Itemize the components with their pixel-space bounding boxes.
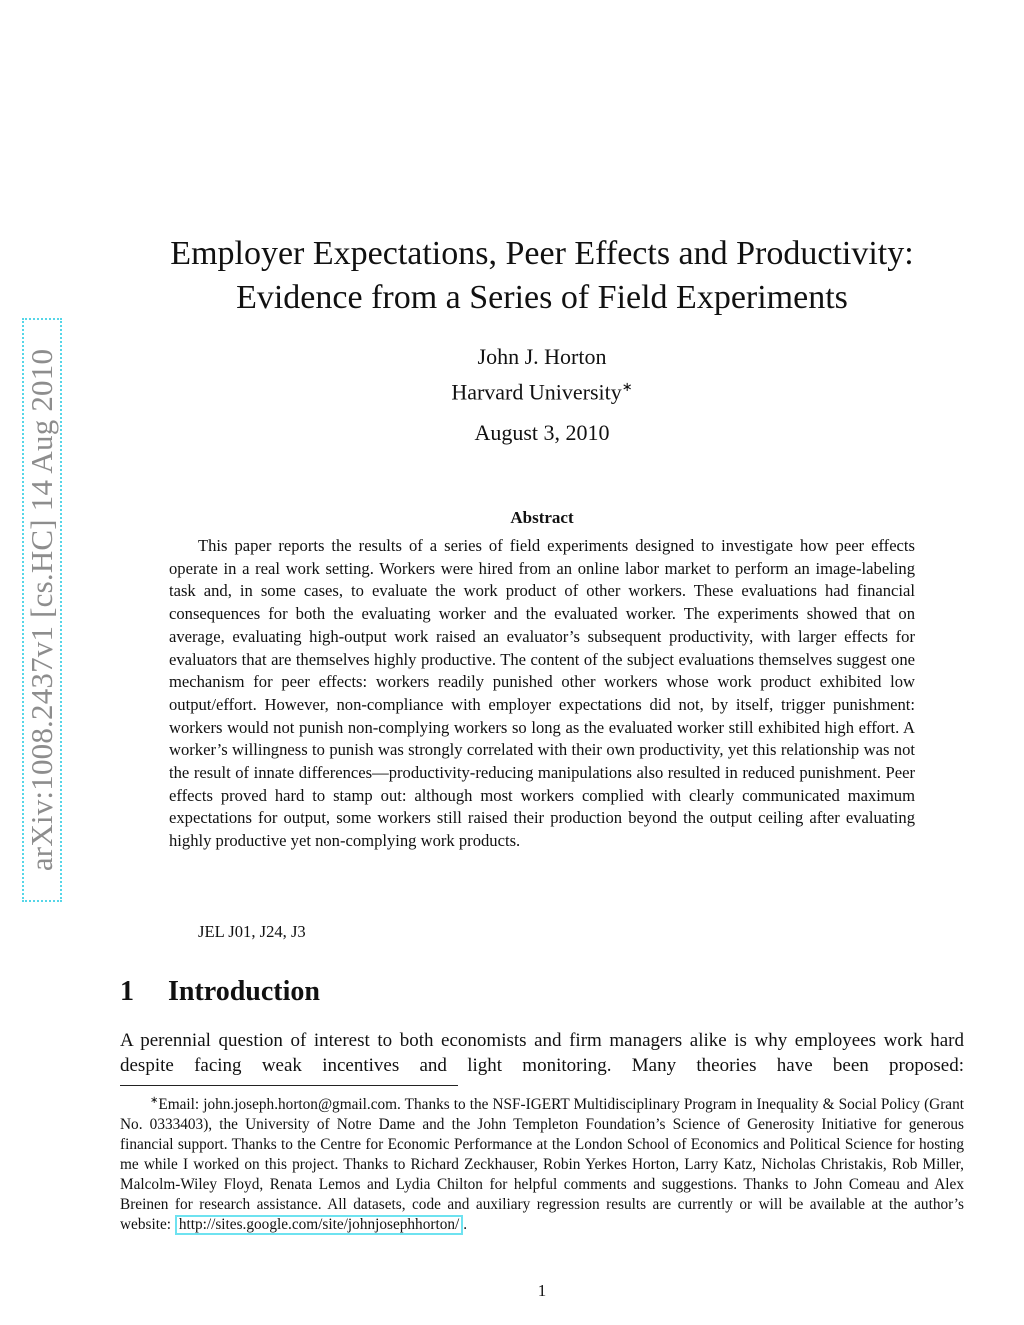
footnote-divider bbox=[120, 1085, 458, 1086]
introduction-line-2: work hard despite facing weak incentives and light monitoring. Many theories have been proposed: bbox=[120, 1030, 965, 1076]
introduction-paragraph bbox=[120, 1028, 964, 1078]
page-number: 1 bbox=[537, 1281, 547, 1300]
arxiv-identifier-stamp[interactable] bbox=[22, 318, 62, 902]
publication-date: August 3, 2010 bbox=[474, 420, 610, 445]
footnote-mark: ∗ bbox=[150, 1095, 159, 1106]
paper-title-line-2: Evidence from a Series of Field Experiments bbox=[236, 279, 848, 316]
section-number: 1 bbox=[120, 976, 134, 1007]
affiliation-footnote-mark[interactable]: ∗ bbox=[621, 379, 633, 394]
author-website-link[interactable]: http://sites.google.com/site/johnjosephhorton/ bbox=[175, 1215, 463, 1235]
author-block bbox=[120, 342, 964, 407]
abstract-text: This paper reports the results of a series of field experiments designed to investigate how peer effects operate in a real work setting. Workers were hired from an online labor market to perform an image-labeling task and, in some cases, to evaluate the work product of other workers. These evaluations had financial consequences for both the evaluating worker and the evaluated worker. The experiments showed that on average, evaluating high-output work raised an evaluator’s subsequent productivity, with larger effects for evaluators that are themselves highly productive. The content of the subject evaluations themselves suggest one mechanism for peer effects: workers readily punished other workers whose work product exhibited low output/effort. However, non-compliance with employer expectations did not, by itself, trigger punishment: workers would not punish non-complying workers so long as the evaluated worker still exhibited high effort. A worker’s willingness to punish was strongly correlated with their own productivity, yet this relationship was not the result of innate differences—productivity-reducing manipulations also resulted in reduced punishment. Peer effects proved hard to stamp out: although most workers complied with clearly communicated maximum expectations for output, some workers still raised their production beyond the output ceiling after evaluating highly productive yet non-complying work products. bbox=[169, 536, 915, 851]
author-name: John J. Horton bbox=[477, 344, 607, 369]
jel-codes: JEL J01, J24, J3 bbox=[198, 922, 306, 941]
section-heading-introduction bbox=[120, 976, 320, 1008]
section-title: Introduction bbox=[168, 976, 320, 1007]
author-affiliation: Harvard University bbox=[451, 379, 622, 405]
paper-title-line-1: Employer Expectations, Peer Effects and Productivity: bbox=[170, 235, 914, 272]
introduction-line-1: A perennial question of interest to both economists and firm managers alike is why employees bbox=[120, 1030, 877, 1051]
footnote bbox=[120, 1091, 964, 1235]
footnote-trailing: . bbox=[463, 1216, 468, 1234]
footnote-text: Email: john.joseph.horton@gmail.com. Thanks to the NSF-IGERT Multidisciplinary Program in Inequality & Social Policy (Grant No. 0333403), the University of Notre Dame and the John Templeton Foundation’s Science of Generosity Initiative for generous financial support. Thanks to the Centre for Economic Performance at the London School of Economics and Political Science for hosting me while I worked on this project. Thanks to Richard Zeckhauser, Robin Yerkes Horton, Larry Katz, Nicholas Christakis, Rob Miller, Malcolm-Wiley Floyd, Renata Lemos and Lydia Chilton for helpful comments and suggestions. Thanks to John Comeau and Alex Breinen for research assistance. All datasets, code and auxiliary regression results are currently or will be available at the author’s website: bbox=[120, 1096, 964, 1234]
arxiv-identifier-text: arXiv:1008.2437v1 [cs.HC] 14 Aug 2010 bbox=[24, 348, 59, 872]
paper-title bbox=[120, 232, 964, 320]
author-affiliation-line bbox=[120, 372, 964, 407]
abstract-heading: Abstract bbox=[510, 508, 574, 527]
